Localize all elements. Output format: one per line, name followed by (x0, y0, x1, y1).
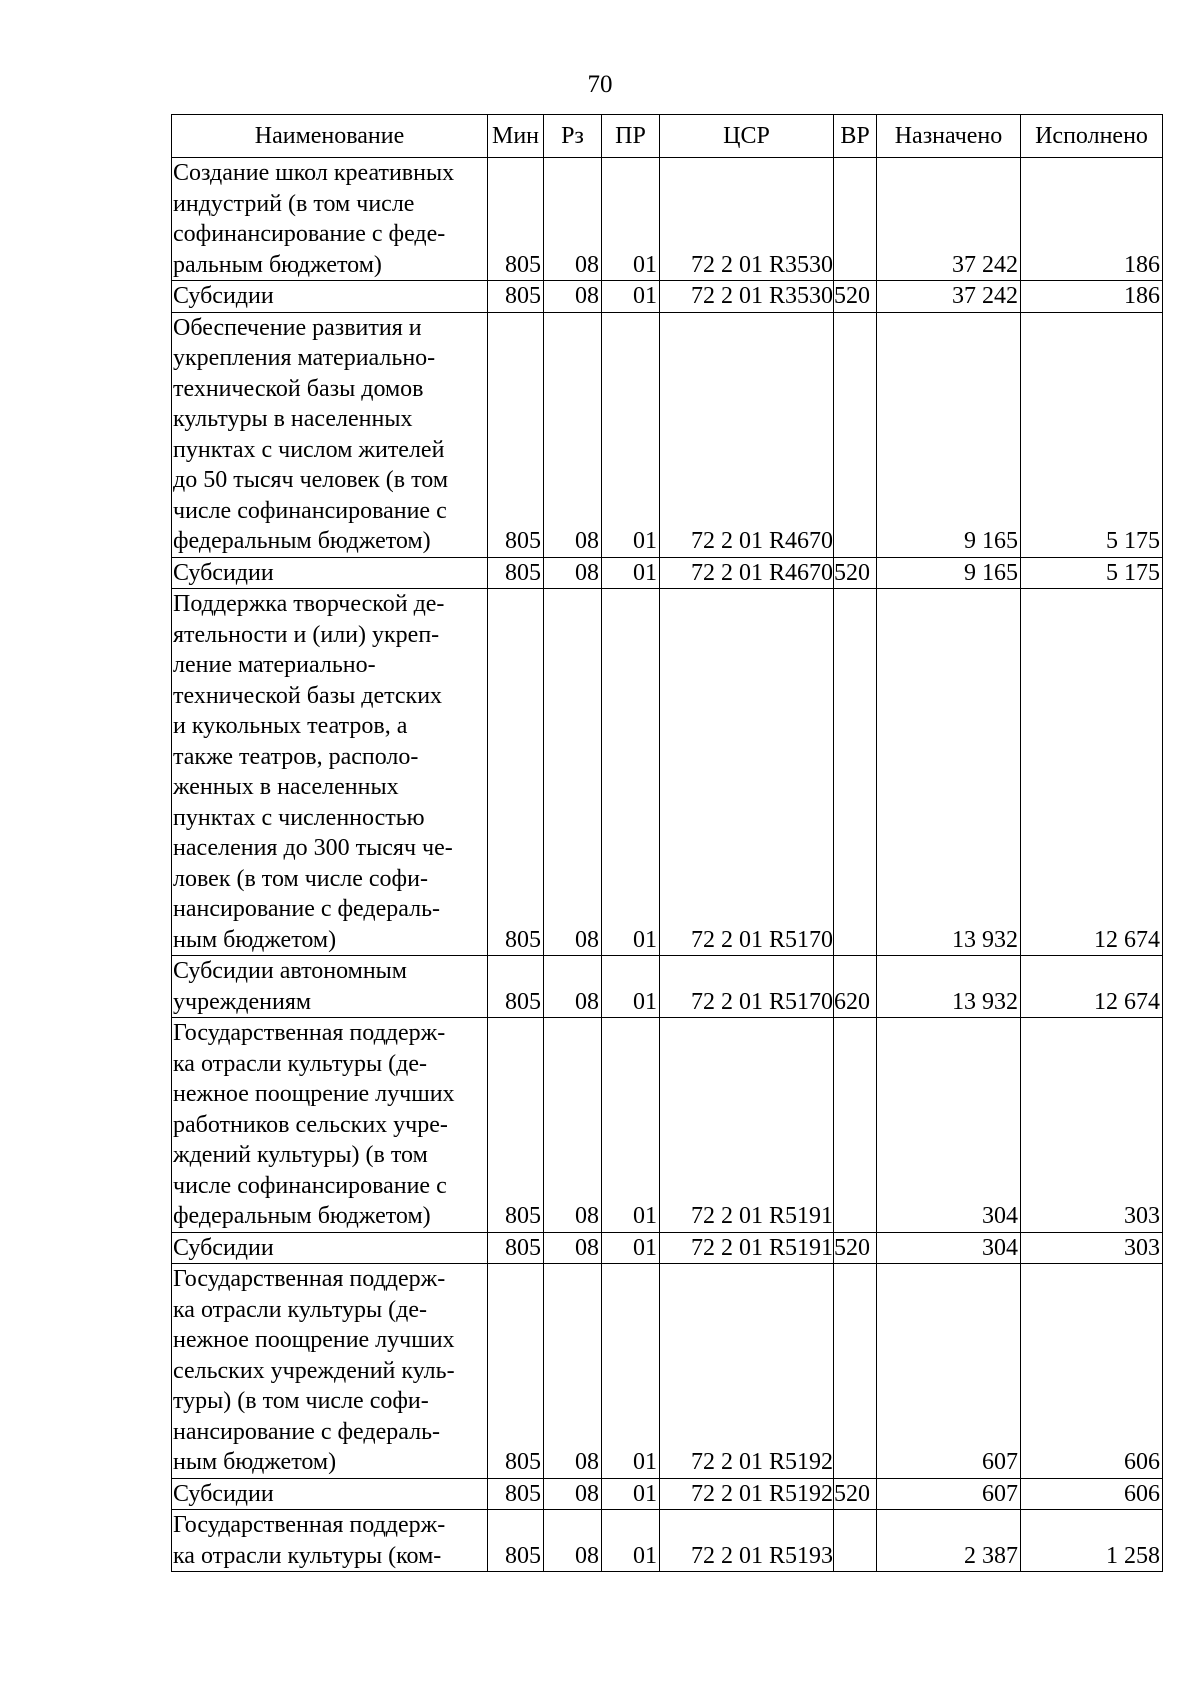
row-name: Обеспечение развития и укрепления материально- технической базы домов культуры в населенных пунктах с числом жителей до 50 тысяч человек (в том числе софинансирование с федеральным бюджетом) (172, 312, 488, 557)
table-row (172, 281, 1163, 313)
row-executed: 1 258 (1021, 1510, 1163, 1572)
row-rz: 08 (544, 1510, 602, 1572)
column-header-executed: Исполнено (1021, 115, 1163, 158)
row-vr (834, 312, 877, 557)
row-min: 805 (488, 1510, 544, 1572)
table-row (172, 956, 1163, 1018)
row-csr: 72 2 01 R4670 (660, 312, 834, 557)
column-header-assigned: Назначено (877, 115, 1021, 158)
row-name: Субсидии (172, 1232, 488, 1264)
column-header-pr: ПР (602, 115, 660, 158)
row-min: 805 (488, 312, 544, 557)
row-pr: 01 (602, 1264, 660, 1479)
table-row (172, 1510, 1163, 1572)
table-row (172, 1264, 1163, 1479)
row-assigned: 13 932 (877, 589, 1021, 956)
row-assigned: 304 (877, 1232, 1021, 1264)
row-executed: 606 (1021, 1478, 1163, 1510)
row-min: 805 (488, 158, 544, 281)
row-csr: 72 2 01 R5192 (660, 1478, 834, 1510)
row-min: 805 (488, 281, 544, 313)
row-vr: 520 (834, 281, 877, 313)
row-assigned: 607 (877, 1264, 1021, 1479)
row-vr (834, 158, 877, 281)
row-executed: 5 175 (1021, 557, 1163, 589)
row-executed: 606 (1021, 1264, 1163, 1479)
column-header-name: Наименование (172, 115, 488, 158)
row-name: Государственная поддерж- ка отрасли культуры (де- нежное поощрение лучших работников сельских учре- ждений культуры) (в том числе софинансирование с федеральным бюджетом) (172, 1018, 488, 1233)
row-vr: 520 (834, 557, 877, 589)
row-executed: 303 (1021, 1018, 1163, 1233)
table-header-row (172, 115, 1163, 158)
table-row (172, 1232, 1163, 1264)
row-vr: 520 (834, 1232, 877, 1264)
row-rz: 08 (544, 956, 602, 1018)
row-assigned: 13 932 (877, 956, 1021, 1018)
column-header-min: Мин (488, 115, 544, 158)
row-csr: 72 2 01 R5170 (660, 589, 834, 956)
column-header-vr: ВР (834, 115, 877, 158)
table-row (172, 1478, 1163, 1510)
row-assigned: 2 387 (877, 1510, 1021, 1572)
column-header-rz: Рз (544, 115, 602, 158)
row-pr: 01 (602, 956, 660, 1018)
table-row (172, 158, 1163, 281)
row-name: Государственная поддерж- ка отрасли культуры (ком- (172, 1510, 488, 1572)
row-executed: 12 674 (1021, 589, 1163, 956)
row-rz: 08 (544, 158, 602, 281)
row-min: 805 (488, 1478, 544, 1510)
table-row (172, 312, 1163, 557)
row-name: Создание школ креативных индустрий (в том числе софинансирование с феде- ральным бюджетом) (172, 158, 488, 281)
row-name: Субсидии (172, 557, 488, 589)
row-csr: 72 2 01 R5170 (660, 956, 834, 1018)
row-executed: 303 (1021, 1232, 1163, 1264)
row-vr: 520 (834, 1478, 877, 1510)
row-name: Государственная поддерж- ка отрасли культуры (де- нежное поощрение лучших сельских учреждений куль- туры) (в том числе софи- нансирование с федераль- ным бюджетом) (172, 1264, 488, 1479)
table-row (172, 1018, 1163, 1233)
row-executed: 12 674 (1021, 956, 1163, 1018)
row-executed: 5 175 (1021, 312, 1163, 557)
table-body (172, 158, 1163, 1572)
row-executed: 186 (1021, 158, 1163, 281)
row-min: 805 (488, 1232, 544, 1264)
row-csr: 72 2 01 R3530 (660, 281, 834, 313)
row-assigned: 607 (877, 1478, 1021, 1510)
table-row (172, 589, 1163, 956)
row-rz: 08 (544, 589, 602, 956)
row-assigned: 9 165 (877, 557, 1021, 589)
row-assigned: 37 242 (877, 281, 1021, 313)
row-rz: 08 (544, 312, 602, 557)
row-rz: 08 (544, 557, 602, 589)
row-pr: 01 (602, 1232, 660, 1264)
column-header-csr: ЦСР (660, 115, 834, 158)
row-pr: 01 (602, 589, 660, 956)
budget-table (171, 114, 1163, 1572)
row-pr: 01 (602, 281, 660, 313)
row-min: 805 (488, 1264, 544, 1479)
row-csr: 72 2 01 R5192 (660, 1264, 834, 1479)
row-assigned: 9 165 (877, 312, 1021, 557)
row-min: 805 (488, 956, 544, 1018)
row-pr: 01 (602, 158, 660, 281)
row-name: Субсидии автономным учреждениям (172, 956, 488, 1018)
row-csr: 72 2 01 R5191 (660, 1018, 834, 1233)
row-vr: 620 (834, 956, 877, 1018)
row-min: 805 (488, 589, 544, 956)
row-rz: 08 (544, 1264, 602, 1479)
row-pr: 01 (602, 1018, 660, 1233)
row-csr: 72 2 01 R4670 (660, 557, 834, 589)
row-csr: 72 2 01 R5193 (660, 1510, 834, 1572)
row-csr: 72 2 01 R3530 (660, 158, 834, 281)
row-rz: 08 (544, 281, 602, 313)
row-assigned: 304 (877, 1018, 1021, 1233)
page-number: 70 (587, 71, 613, 98)
row-rz: 08 (544, 1018, 602, 1233)
row-pr: 01 (602, 557, 660, 589)
table-row (172, 557, 1163, 589)
row-assigned: 37 242 (877, 158, 1021, 281)
row-pr: 01 (602, 1510, 660, 1572)
row-name: Поддержка творческой де- ятельности и (или) укреп- ление материально- технической базы детских и кукольных театров, а также театров, располо- женных в населенных пунктах с численностью населения до 300 тысяч че- ловек (в том числе софи- нансирование с федераль- ным бюджетом) (172, 589, 488, 956)
row-pr: 01 (602, 1478, 660, 1510)
row-vr (834, 589, 877, 956)
row-vr (834, 1510, 877, 1572)
row-min: 805 (488, 1018, 544, 1233)
row-rz: 08 (544, 1232, 602, 1264)
row-name: Субсидии (172, 1478, 488, 1510)
row-pr: 01 (602, 312, 660, 557)
row-executed: 186 (1021, 281, 1163, 313)
row-rz: 08 (544, 1478, 602, 1510)
row-min: 805 (488, 557, 544, 589)
row-vr (834, 1018, 877, 1233)
row-name: Субсидии (172, 281, 488, 313)
row-csr: 72 2 01 R5191 (660, 1232, 834, 1264)
row-vr (834, 1264, 877, 1479)
